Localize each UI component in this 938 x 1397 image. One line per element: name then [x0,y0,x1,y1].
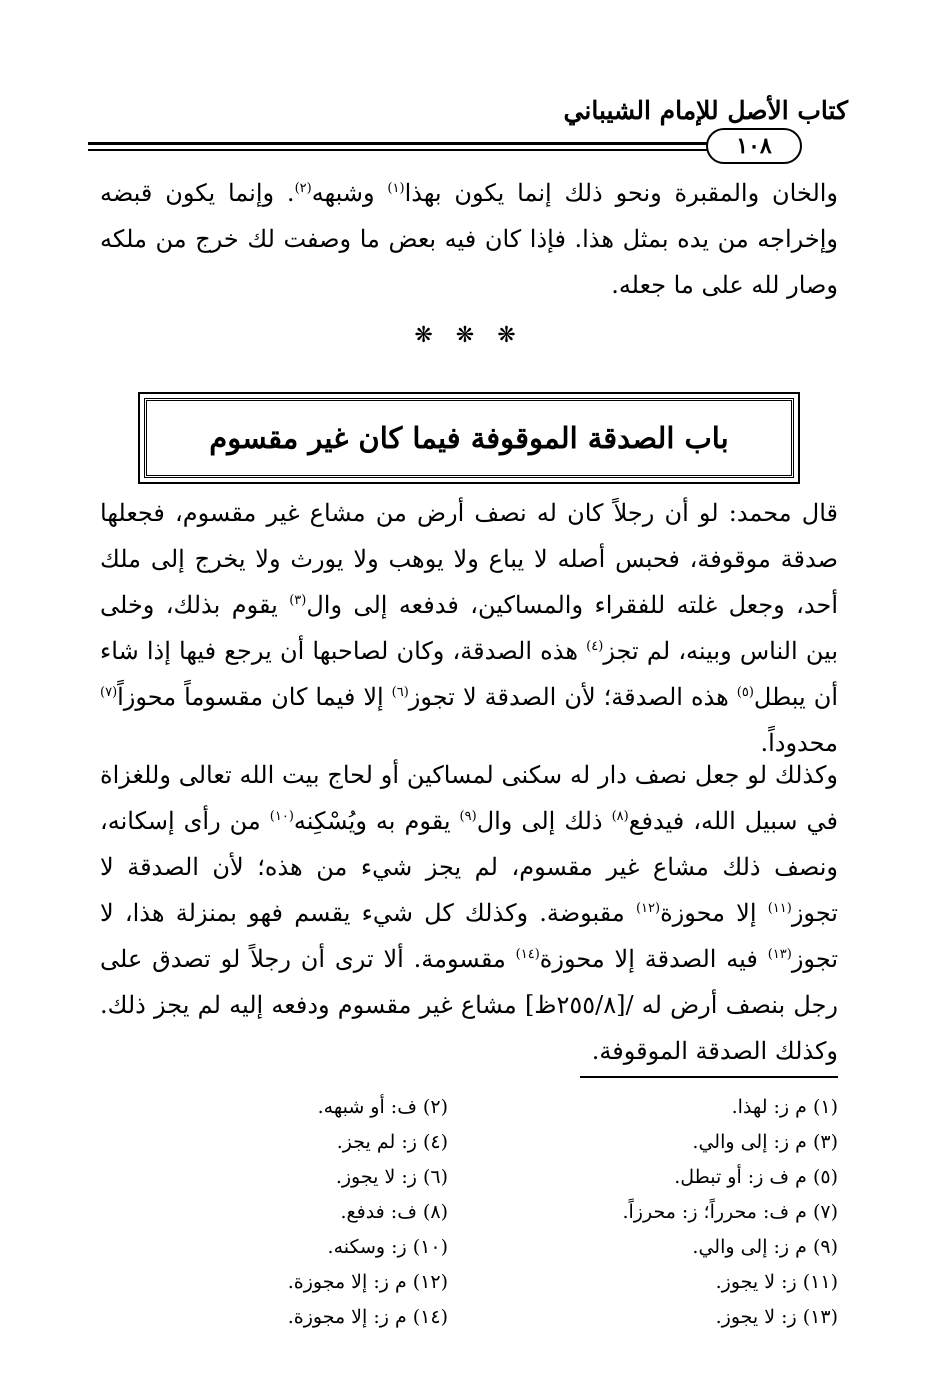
footnote-ref: (٤) [586,639,604,654]
footnote: (١) م ز: لهذا. [731,1096,838,1118]
text-run: إلا فيما كان مقسوماً محوزاً [117,683,392,711]
footnote-separator-rule [580,1076,838,1078]
footnote-ref: (٣) [289,593,307,608]
footnote-ref: (١٢) [635,901,661,916]
footnote-ref: (١١) [767,901,792,916]
footnote: (٧) م ف: محرراً؛ ز: محرزاً. [622,1201,838,1223]
footnote-ref: (١) [387,181,405,196]
chapter-heading-frame [144,398,794,478]
text-run: من رأى إسكانه، ونصف ذلك مشاع غير مقسوم، لم يجز شيء من هذه؛ لأن الصدقة لا تجوز [100,807,838,927]
footnote: (١٢) م ز: إلا مجوزة. [287,1271,448,1293]
footnote: (١٤) م ز: إلا مجوزة. [287,1306,448,1328]
text-run: إلا محوزة [660,899,768,927]
text-run: قال محمد: لو أن رجلاً كان له نصف أرض من مشاع غير مقسوم، فجعلها صدقة موقوفة، فحبس أصله لا يباع ولا يوهب ولا يورث ولا يخرج إلى ملك أحد، وجعل غلته للفقراء والمساكين، فدفعه إلى وال [100,499,838,619]
running-title: كتاب الأصل للإمام الشيباني [563,96,848,125]
paragraph-1 [100,490,838,766]
text-run: ذلك إلى وال [476,807,612,835]
footnote: (٢) ف: أو شبهه. [317,1096,448,1118]
footnote-ref: (٩) [459,809,477,824]
footnote-ref: (٥) [736,685,754,700]
chapter-title: باب الصدقة الموقوفة فيما كان غير مقسوم [209,421,729,455]
text-run: وشبهه [311,179,388,207]
text-run: هذه الصدقة؛ لأن الصدقة لا تجوز [408,683,737,711]
footnote: (١٠) ز: وسكنه. [327,1236,448,1258]
paragraph-2 [100,752,838,1074]
footnote: (٤) ز: لم يجز. [336,1131,448,1153]
page-number-badge [706,128,802,164]
text-run: مقبوضة. وكذلك كل شيء يقسم فهو بمنزلة هذا، لا تجوز [100,899,839,973]
section-separator: ❋ ❋ ❋ [414,323,524,348]
footnote-ref: (٢) [294,181,312,196]
header-rule-thin [88,149,798,151]
footnotes-column-left [88,1090,448,1335]
text-run: والخان والمقبرة ونحو ذلك إنما يكون بهذا [404,179,839,207]
footnotes-column-right [478,1090,838,1335]
text-run: مقسومة. ألا ترى أن رجلاً لو تصدق على رجل بنصف أرض له /[٢٥٥/٨ظ] مشاع غير مقسوم ودفعه إليه لم يجز ذلك. وكذلك الصدقة الموقوفة. [100,945,838,1065]
text-run: هذه الصدقة، وكان لصاحبها أن يرجع فيها إذا شاء أن يبطل [100,637,838,711]
text-run: . وإنما يكون قبضه وإخراجه من يده بمثل هذا. فإذا كان فيه بعض ما وصفت لك خرج من ملكه وصار لله على ما جعله. [100,179,838,299]
footnote-ref: (١٣) [767,947,792,962]
footnote: (٦) ز: لا يجوز. [335,1166,448,1188]
footnote: (٨) ف: فدفع. [340,1201,448,1223]
footnote: (٩) م ز: إلى والي. [692,1236,838,1258]
footnote-ref: (٦) [391,685,409,700]
page-number: ١٠٨ [736,133,772,159]
text-run: يقوم به ويُسْكِنه [293,807,460,835]
header-rule-thick [88,142,798,145]
footnote-ref: (٨) [611,809,629,824]
text-run: يقوم بذلك، وخلى بين الناس وبينه، لم تجز [100,591,839,665]
footnote: (١٣) ز: لا يجوز. [715,1306,838,1328]
footnote: (٥) م ف ز: أو تبطل. [674,1166,838,1188]
paragraph-top [100,170,838,308]
footnote: (٣) م ز: إلى والي. [692,1131,838,1153]
footnote: (١١) ز: لا يجوز. [715,1271,838,1293]
text-run: محدوداً. [760,729,838,757]
footnote-ref: (١٤) [515,947,540,962]
text-run: فيه الصدقة إلا محوزة [539,945,768,973]
footnote-ref: (٧) [100,685,118,700]
footnote-ref: (١٠) [269,809,294,824]
text-run: وكذلك لو جعل نصف دار له سكنى لمساكين أو لحاج بيت الله تعالى وللغزاة في سبيل الله، فيدفع [100,761,839,835]
